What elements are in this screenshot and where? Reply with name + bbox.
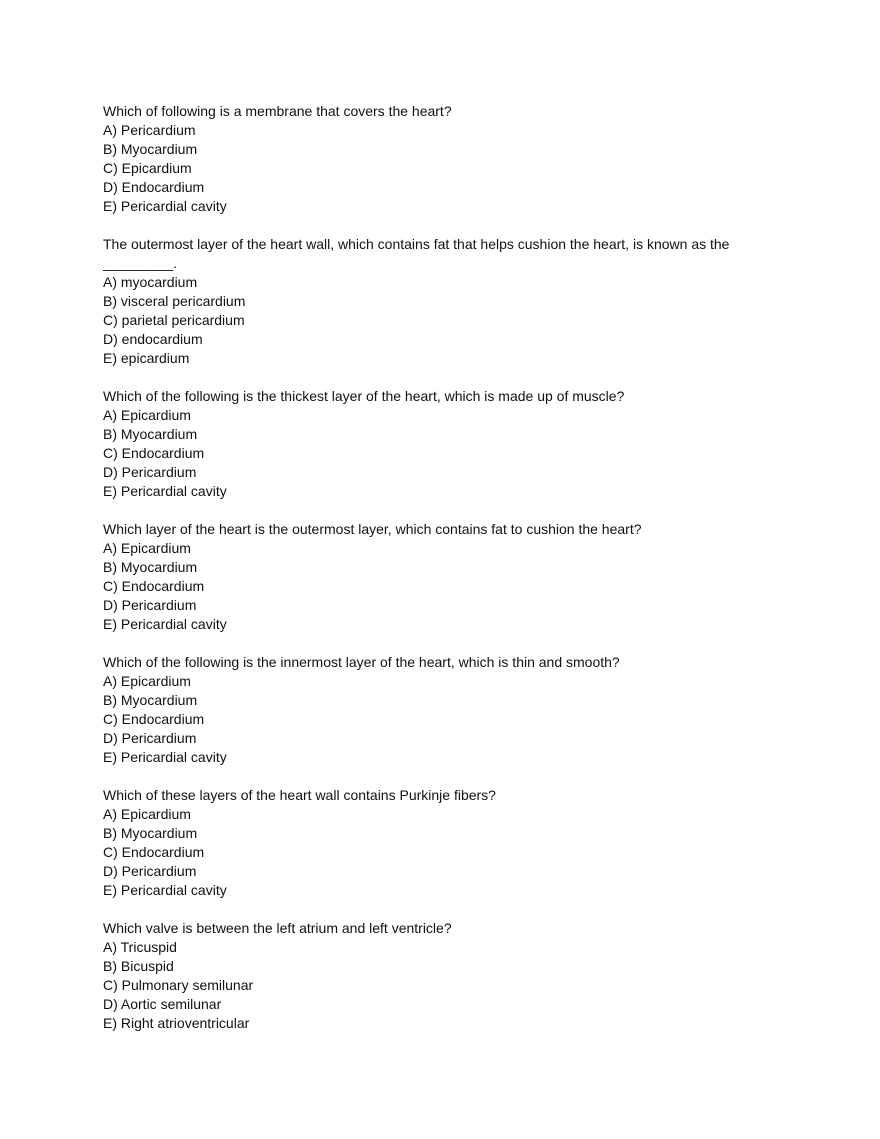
answer-option-e: E) Pericardial cavity bbox=[103, 749, 227, 765]
answer-option-c: C) Pulmonary semilunar bbox=[103, 977, 254, 993]
answer-option-b: B) Myocardium bbox=[103, 141, 198, 157]
answer-option-a: A) Epicardium bbox=[103, 540, 191, 556]
question-stem: Which of the following is the innermost layer of the heart, which is thin and smooth? bbox=[103, 654, 620, 670]
answer-option-d: D) Endocardium bbox=[103, 179, 205, 195]
answer-option-b: B) Myocardium bbox=[103, 825, 198, 841]
answer-option-b: B) Myocardium bbox=[103, 426, 198, 442]
answer-option-c: C) Epicardium bbox=[103, 160, 192, 176]
answer-option-c: C) Endocardium bbox=[103, 844, 205, 860]
question-stem: Which of these layers of the heart wall contains Purkinje fibers? bbox=[103, 787, 496, 803]
answer-option-e: E) epicardium bbox=[103, 350, 190, 366]
question-7 bbox=[103, 919, 783, 1033]
answer-option-e: E) Pericardial cavity bbox=[103, 198, 227, 214]
answer-option-e: E) Pericardial cavity bbox=[103, 483, 227, 499]
answer-option-b: B) Myocardium bbox=[103, 692, 198, 708]
answer-option-a: A) Epicardium bbox=[103, 806, 191, 822]
answer-option-d: D) Aortic semilunar bbox=[103, 996, 222, 1012]
question-1 bbox=[103, 102, 783, 216]
question-stem: Which of the following is the thickest layer of the heart, which is made up of muscle? bbox=[103, 388, 625, 404]
question-3 bbox=[103, 387, 783, 501]
answer-option-a: A) Epicardium bbox=[103, 673, 191, 689]
question-stem: Which valve is between the left atrium and left ventricle? bbox=[103, 920, 452, 936]
document-page bbox=[103, 102, 783, 1052]
answer-option-e: E) Pericardial cavity bbox=[103, 616, 227, 632]
answer-option-c: C) Endocardium bbox=[103, 445, 205, 461]
answer-option-d: D) Pericardium bbox=[103, 863, 197, 879]
answer-option-d: D) Pericardium bbox=[103, 464, 197, 480]
question-6 bbox=[103, 786, 783, 900]
answer-option-d: D) Pericardium bbox=[103, 597, 197, 613]
question-stem: The outermost layer of the heart wall, which contains fat that helps cushion the heart, is known as the _________. bbox=[103, 236, 730, 271]
answer-option-b: B) Bicuspid bbox=[103, 958, 174, 974]
answer-option-d: D) Pericardium bbox=[103, 730, 197, 746]
question-4 bbox=[103, 520, 783, 634]
answer-option-a: A) Pericardium bbox=[103, 122, 196, 138]
answer-option-a: A) Tricuspid bbox=[103, 939, 177, 955]
question-stem: Which layer of the heart is the outermost layer, which contains fat to cushion the heart? bbox=[103, 521, 642, 537]
answer-option-e: E) Right atrioventricular bbox=[103, 1015, 250, 1031]
question-5 bbox=[103, 653, 783, 767]
answer-option-c: C) Endocardium bbox=[103, 578, 205, 594]
answer-option-b: B) visceral pericardium bbox=[103, 293, 246, 309]
answer-option-d: D) endocardium bbox=[103, 331, 203, 347]
question-2 bbox=[103, 235, 783, 368]
answer-option-b: B) Myocardium bbox=[103, 559, 198, 575]
answer-option-c: C) Endocardium bbox=[103, 711, 205, 727]
answer-option-c: C) parietal pericardium bbox=[103, 312, 245, 328]
answer-option-a: A) myocardium bbox=[103, 274, 198, 290]
question-stem: Which of following is a membrane that covers the heart? bbox=[103, 103, 452, 119]
answer-option-a: A) Epicardium bbox=[103, 407, 191, 423]
answer-option-e: E) Pericardial cavity bbox=[103, 882, 227, 898]
